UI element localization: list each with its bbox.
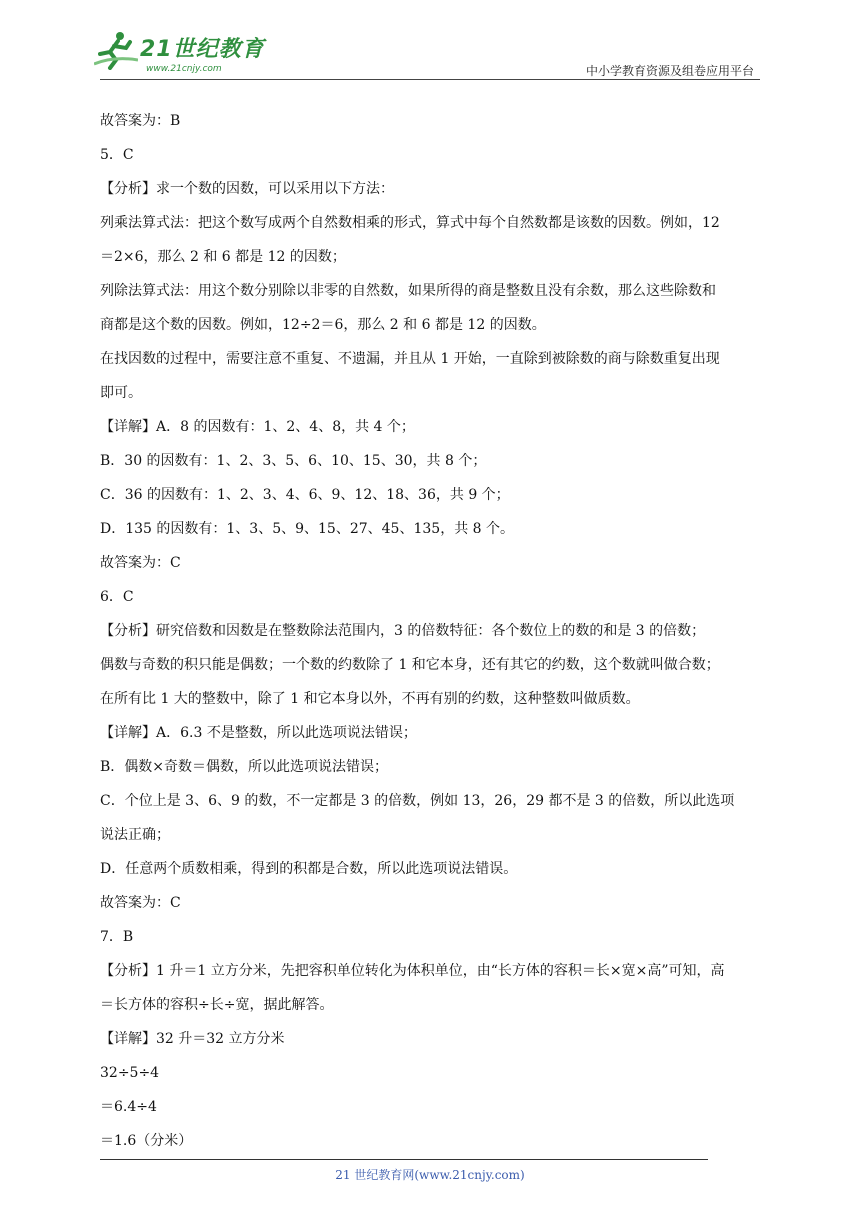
text-line: D．任意两个质数相乘，得到的积都是合数，所以此选项说法错误。	[100, 861, 518, 877]
logo-url: www.21cnjy.com	[146, 64, 222, 74]
text-line: ＝2×6，那么 2 和 6 都是 12 的因数；	[100, 249, 346, 265]
text-line: 【分析】1 升＝1 立方分米，先把容积单位转化为体积单位，由“长方体的容积＝长×宽×高”可知，高	[100, 963, 725, 979]
text-line: 列除法算式法：用这个数分别除以非零的自然数，如果所得的商是整数且没有余数，那么这些除数和	[100, 283, 716, 299]
text-line: D．135 的因数有：1、3、5、9、15、27、45、135，共 8 个。	[100, 521, 514, 537]
text-line: 列乘法算式法：把这个数写成两个自然数相乘的形式，算式中每个自然数都是该数的因数。例如，12	[100, 215, 720, 231]
site-logo	[94, 30, 264, 80]
text-line: 6．C	[100, 589, 134, 605]
text-line: 故答案为：C	[100, 895, 181, 911]
footer-link[interactable]: 21 世纪教育网(www.21cnjy.com)	[335, 1168, 525, 1182]
text-line: 在所有比 1 大的整数中，除了 1 和它本身以外，不再有别的约数，这种整数叫做质数。	[100, 691, 640, 707]
text-line: 即可。	[100, 385, 142, 401]
text-line: 偶数与奇数的积只能是偶数；一个数的约数除了 1 和它本身，还有其它的约数，这个数就叫做合数；	[100, 657, 720, 673]
text-line: 32÷5÷4	[100, 1065, 160, 1081]
text-line: ＝6.4÷4	[100, 1099, 157, 1115]
footer-divider	[100, 1159, 708, 1160]
text-line: 【详解】A．8 的因数有：1、2、4、8，共 4 个；	[100, 419, 415, 435]
text-line: B．偶数×奇数＝偶数，所以此选项说法错误；	[100, 759, 389, 775]
text-line: C．个位上是 3、6、9 的数，不一定都是 3 的倍数，例如 13，26，29 都不是 3 的倍数，所以此选项	[100, 793, 735, 809]
text-line: ＝长方体的容积÷长÷宽，据此解答。	[100, 997, 334, 1013]
runner-icon	[94, 30, 138, 70]
text-line: 商都是这个数的因数。例如，12÷2＝6，那么 2 和 6 都是 12 的因数。	[100, 317, 546, 333]
text-line: 故答案为：C	[100, 555, 181, 571]
logo-text: 21世纪教育	[140, 37, 265, 62]
text-line: 【详解】A．6.3 不是整数，所以此选项说法错误；	[100, 725, 417, 741]
text-line: ＝1.6（分米）	[100, 1133, 193, 1149]
header-tagline: 中小学教育资源及组卷应用平台	[585, 64, 754, 78]
text-line: 【分析】求一个数的因数，可以采用以下方法：	[100, 181, 394, 197]
text-line: 5．C	[100, 147, 134, 163]
text-line: 在找因数的过程中，需要注意不重复、不遗漏，并且从 1 开始，一直除到被除数的商与除数重复出现	[100, 351, 720, 367]
document-body	[100, 104, 764, 1158]
text-line: 【分析】研究倍数和因数是在整数除法范围内，3 的倍数特征：各个数位上的数的和是 3 的倍数；	[100, 623, 706, 639]
text-line: 故答案为：B	[100, 113, 181, 129]
header-divider	[100, 79, 760, 80]
text-line: 7．B	[100, 929, 134, 945]
text-line: 【详解】32 升＝32 立方分米	[100, 1031, 285, 1047]
text-line: B．30 的因数有：1、2、3、5、6、10、15、30，共 8 个；	[100, 453, 487, 469]
text-line: C．36 的因数有：1、2、3、4、6、9、12、18、36，共 9 个；	[100, 487, 510, 503]
page-header	[0, 0, 860, 80]
text-line: 说法正确；	[100, 827, 170, 843]
